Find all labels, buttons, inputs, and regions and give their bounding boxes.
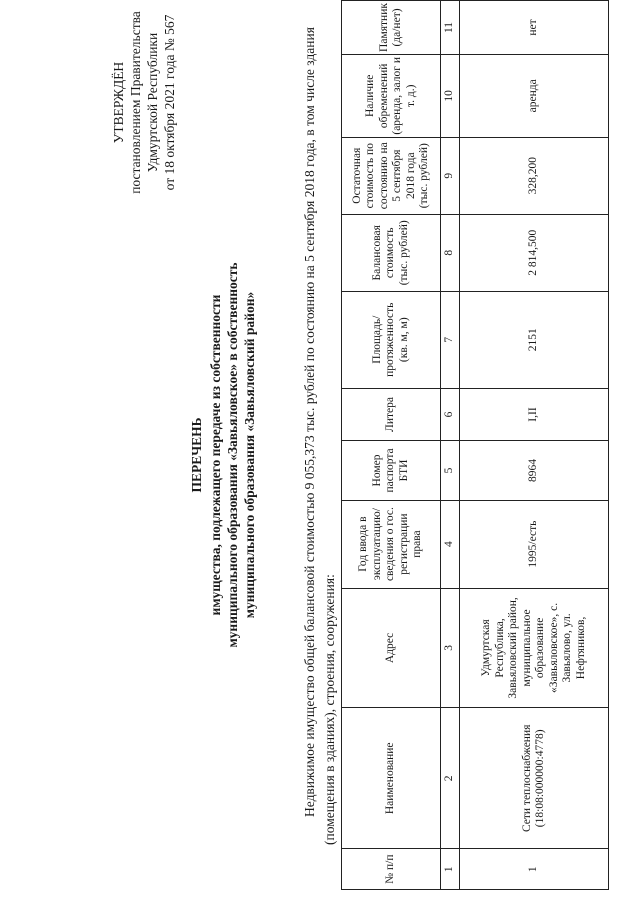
header-name: Наименование: [342, 708, 441, 849]
header-litera: Литера: [342, 388, 441, 441]
cell-number: 1: [460, 849, 609, 890]
approval-line-4: от 18 октября 2021 года № 567: [162, 14, 177, 191]
column-number: 11: [441, 1, 460, 55]
column-number: 10: [441, 54, 460, 137]
header-number: № п/п: [342, 849, 441, 890]
cell-name: Сети теплоснабжения (18:08:000000:4778): [460, 708, 609, 849]
header-residual: Остаточная стоимость по состоянию на 5 сентября 2018 года (тыс. рублей): [342, 137, 441, 214]
header-encumbrance: Наличие обременений (аренда, залог и т. д.): [342, 54, 441, 137]
approval-line-1: УТВЕРЖДЁН: [111, 61, 126, 144]
header-year: Год ввода в эксплуатацию/ сведения о гос. регистрации права: [342, 500, 441, 588]
column-number: 8: [441, 214, 460, 291]
column-number: 6: [441, 388, 460, 441]
cell-address: Удмуртская Республика, Завьяловский район, муниципальное образование «Завьяловское», с. Завьялово, ул. Нефтяников,: [460, 588, 609, 708]
title-line-2: муниципального образования «Завьяловское» в собственность: [225, 262, 240, 648]
column-number: 4: [441, 500, 460, 588]
header-balance: Балансовая стоимость (тыс. рублей): [342, 214, 441, 291]
column-number: 1: [441, 849, 460, 890]
cell-passport: 8964: [460, 441, 609, 500]
cell-balance: 2 814,500: [460, 214, 609, 291]
header-area: Площадь/ протяженность (кв. м, м): [342, 291, 441, 388]
column-number: 2: [441, 708, 460, 849]
cell-monument: нет: [460, 1, 609, 55]
header-passport: Номер паспорта БТИ: [342, 441, 441, 500]
cell-residual: 328,200: [460, 137, 609, 214]
column-number: 3: [441, 588, 460, 708]
column-number-row: [441, 1, 460, 890]
column-number: 7: [441, 291, 460, 388]
title-main: ПЕРЕЧЕНЬ: [189, 417, 204, 493]
property-table: [341, 0, 609, 890]
table-row: [460, 1, 609, 890]
column-number: 9: [441, 137, 460, 214]
header-monument: Памятник (да/нет): [342, 1, 441, 55]
cell-year: 1995/есть: [460, 500, 609, 588]
column-number: 5: [441, 441, 460, 500]
approval-stamp: [110, 5, 178, 200]
table-header-row: [342, 1, 441, 890]
title-line-1: имущества, подлежащего передаче из собственности: [208, 294, 223, 616]
intro-paragraph: Недвижимое имущество общей балансовой стоимостью 9 055,373 тыс. рублей по состоянию на 5 сентября 2018 года, в том числе здания (помещения в зданиях), строения, сооружения:: [302, 27, 337, 845]
cell-encumbrance: аренда: [460, 54, 609, 137]
cell-area: 2151: [460, 291, 609, 388]
approval-line-3: Удмуртской Республики: [145, 32, 160, 173]
approval-line-2: постановлением Правительства: [128, 11, 143, 194]
header-address: Адрес: [342, 588, 441, 708]
cell-litera: I,II: [460, 388, 609, 441]
title-line-3: муниципального образования «Завьяловский район»: [242, 291, 257, 619]
document-title: [188, 155, 258, 755]
